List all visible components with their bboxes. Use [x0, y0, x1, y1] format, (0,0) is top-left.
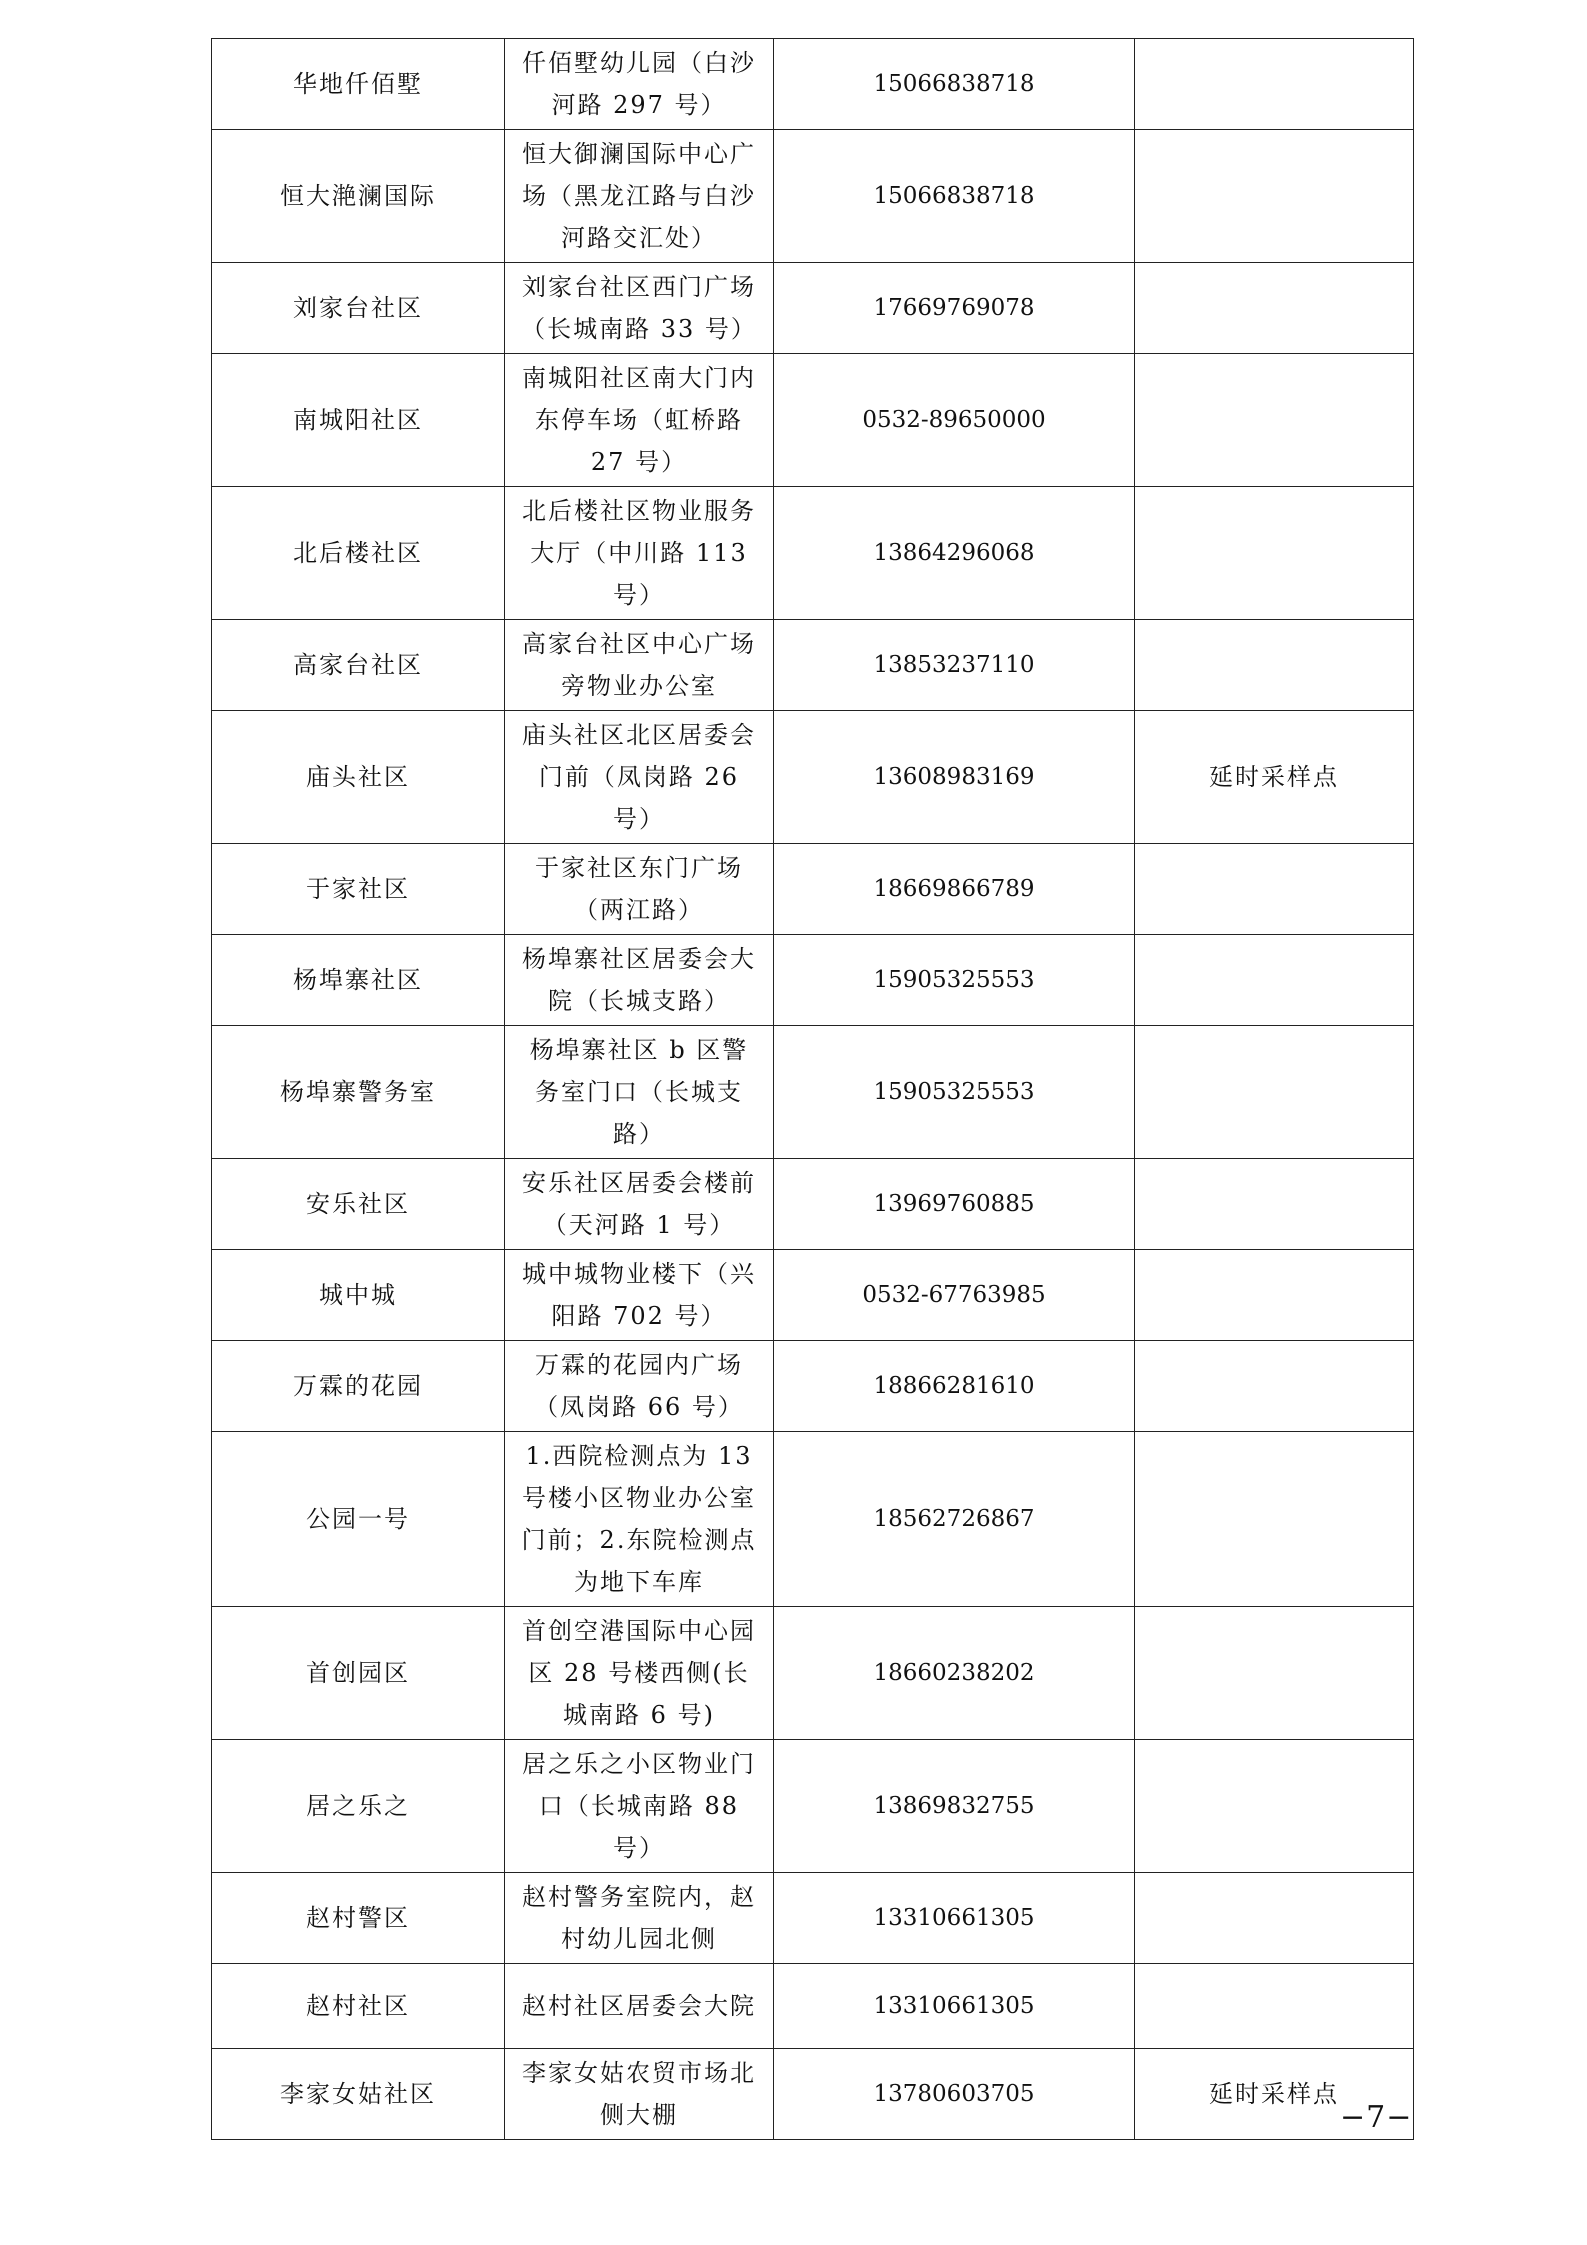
table-row — [212, 487, 1414, 620]
phone-cell: 18562726867 — [774, 1432, 1135, 1607]
phone-cell: 0532-89650000 — [774, 354, 1135, 487]
address-cell: 刘家台社区西门广场（长城南路 33 号） — [505, 263, 774, 354]
note-cell: 延时采样点 — [1135, 2049, 1414, 2140]
site-name-cell: 恒大滟澜国际 — [212, 130, 505, 263]
address-cell: 首创空港国际中心园区 28 号楼西侧(长城南路 6 号) — [505, 1607, 774, 1740]
site-name-cell: 赵村警区 — [212, 1873, 505, 1964]
address-cell: 恒大御澜国际中心广场（黑龙江路与白沙河路交汇处） — [505, 130, 774, 263]
site-name-cell: 李家女姑社区 — [212, 2049, 505, 2140]
table-row — [212, 844, 1414, 935]
address-cell: 万霖的花园内广场（凤岗路 66 号） — [505, 1341, 774, 1432]
table-row — [212, 1873, 1414, 1964]
note-cell — [1135, 354, 1414, 487]
site-name-cell: 刘家台社区 — [212, 263, 505, 354]
table-row — [212, 1607, 1414, 1740]
table-row — [212, 2049, 1414, 2140]
site-name-cell: 杨埠寨社区 — [212, 935, 505, 1026]
note-cell — [1135, 130, 1414, 263]
phone-cell: 18866281610 — [774, 1341, 1135, 1432]
address-cell: 安乐社区居委会楼前（天河路 1 号） — [505, 1159, 774, 1250]
address-cell: 赵村社区居委会大院 — [505, 1964, 774, 2049]
note-cell — [1135, 1873, 1414, 1964]
address-cell: 赵村警务室院内，赵村幼儿园北侧 — [505, 1873, 774, 1964]
site-name-cell: 首创园区 — [212, 1607, 505, 1740]
table-row — [212, 39, 1414, 130]
site-name-cell: 北后楼社区 — [212, 487, 505, 620]
site-name-cell: 赵村社区 — [212, 1964, 505, 2049]
address-cell: 居之乐之小区物业门口（长城南路 88 号） — [505, 1740, 774, 1873]
address-cell: 高家台社区中心广场旁物业办公室 — [505, 620, 774, 711]
table-row — [212, 935, 1414, 1026]
site-name-cell: 杨埠寨警务室 — [212, 1026, 505, 1159]
phone-cell: 13864296068 — [774, 487, 1135, 620]
note-cell — [1135, 1250, 1414, 1341]
table-row — [212, 711, 1414, 844]
site-name-cell: 公园一号 — [212, 1432, 505, 1607]
phone-cell: 13780603705 — [774, 2049, 1135, 2140]
phone-cell: 15066838718 — [774, 130, 1135, 263]
phone-cell: 13608983169 — [774, 711, 1135, 844]
site-name-cell: 高家台社区 — [212, 620, 505, 711]
address-cell: 北后楼社区物业服务大厅（中川路 113 号） — [505, 487, 774, 620]
site-name-cell: 居之乐之 — [212, 1740, 505, 1873]
table-row — [212, 1341, 1414, 1432]
phone-cell: 13869832755 — [774, 1740, 1135, 1873]
address-cell: 李家女姑农贸市场北侧大棚 — [505, 2049, 774, 2140]
site-name-cell: 安乐社区 — [212, 1159, 505, 1250]
phone-cell: 17669769078 — [774, 263, 1135, 354]
site-name-cell: 庙头社区 — [212, 711, 505, 844]
note-cell — [1135, 1159, 1414, 1250]
site-name-cell: 万霖的花园 — [212, 1341, 505, 1432]
address-cell: 仟佰墅幼儿园（白沙河路 297 号） — [505, 39, 774, 130]
address-cell: 杨埠寨社区居委会大院（长城支路） — [505, 935, 774, 1026]
note-cell — [1135, 1432, 1414, 1607]
phone-cell: 18660238202 — [774, 1607, 1135, 1740]
sampling-site-table — [211, 38, 1414, 2140]
table-row — [212, 1964, 1414, 2049]
note-cell — [1135, 935, 1414, 1026]
note-cell — [1135, 844, 1414, 935]
phone-cell: 0532-67763985 — [774, 1250, 1135, 1341]
table-row — [212, 1432, 1414, 1607]
note-cell — [1135, 620, 1414, 711]
note-cell — [1135, 263, 1414, 354]
note-cell: 延时采样点 — [1135, 711, 1414, 844]
table-row — [212, 620, 1414, 711]
address-cell: 城中城物业楼下（兴阳路 702 号） — [505, 1250, 774, 1341]
phone-cell: 18669866789 — [774, 844, 1135, 935]
table-row — [212, 1250, 1414, 1341]
phone-cell: 13310661305 — [774, 1964, 1135, 2049]
phone-cell: 15905325553 — [774, 935, 1135, 1026]
address-cell: 庙头社区北区居委会门前（凤岗路 26 号） — [505, 711, 774, 844]
table-row — [212, 1159, 1414, 1250]
note-cell — [1135, 487, 1414, 620]
phone-cell: 15905325553 — [774, 1026, 1135, 1159]
note-cell — [1135, 1026, 1414, 1159]
address-cell: 于家社区东门广场（两江路） — [505, 844, 774, 935]
table-row — [212, 354, 1414, 487]
note-cell — [1135, 1740, 1414, 1873]
phone-cell: 15066838718 — [774, 39, 1135, 130]
site-name-cell: 城中城 — [212, 1250, 505, 1341]
page-number: −7− — [1340, 2100, 1413, 2135]
site-name-cell: 南城阳社区 — [212, 354, 505, 487]
table-row — [212, 130, 1414, 263]
note-cell — [1135, 39, 1414, 130]
address-cell: 杨埠寨社区 b 区警务室门口（长城支路） — [505, 1026, 774, 1159]
note-cell — [1135, 1607, 1414, 1740]
address-cell: 南城阳社区南大门内东停车场（虹桥路 27 号） — [505, 354, 774, 487]
note-cell — [1135, 1964, 1414, 2049]
table-row — [212, 1026, 1414, 1159]
site-name-cell: 华地仟佰墅 — [212, 39, 505, 130]
site-name-cell: 于家社区 — [212, 844, 505, 935]
table-row — [212, 263, 1414, 354]
phone-cell: 13969760885 — [774, 1159, 1135, 1250]
address-cell: 1.西院检测点为 13 号楼小区物业办公室门前；2.东院检测点为地下车库 — [505, 1432, 774, 1607]
table-row — [212, 1740, 1414, 1873]
note-cell — [1135, 1341, 1414, 1432]
phone-cell: 13310661305 — [774, 1873, 1135, 1964]
phone-cell: 13853237110 — [774, 620, 1135, 711]
